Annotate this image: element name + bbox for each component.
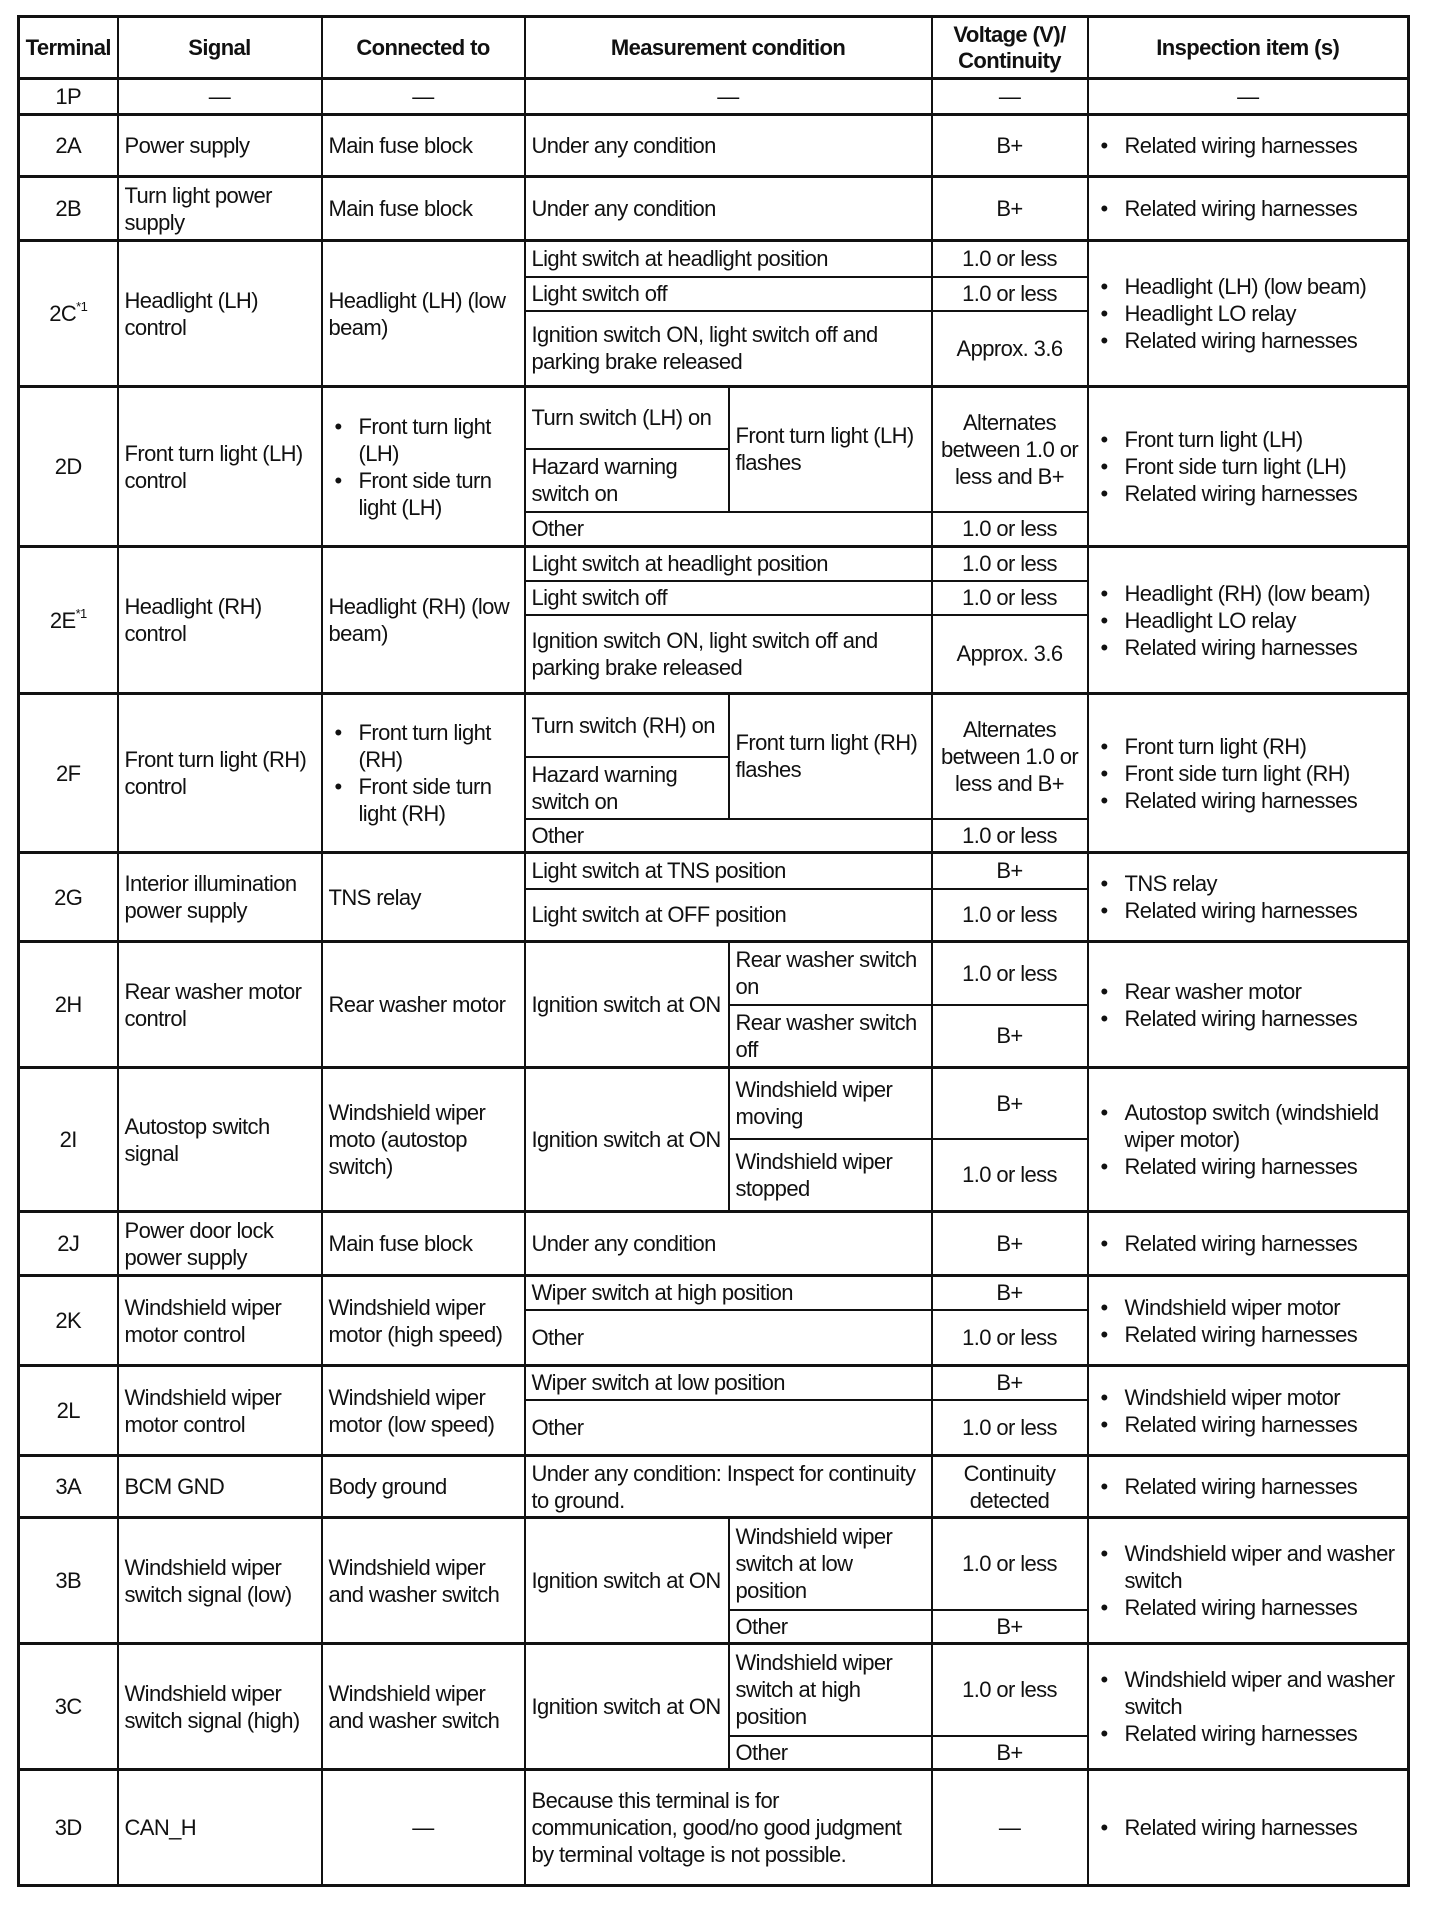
inspection-cell <box>1088 1456 1409 1518</box>
value-cell: 1.0 or less <box>932 1400 1088 1456</box>
value-cell: 1.0 or less <box>932 512 1088 547</box>
connected-cell: Main fuse block <box>322 115 525 177</box>
signal-cell: BCM GND <box>118 1456 322 1518</box>
condition-cell: — <box>525 79 932 115</box>
terminal-cell: 3C <box>19 1644 118 1770</box>
inspection-cell <box>1088 1366 1409 1456</box>
subcondition-cell: Other <box>729 1736 932 1770</box>
condition-cell: Light switch off <box>525 277 932 311</box>
condition-cell: Because this terminal is for communication, good/no good judgment by terminal voltage is not possible. <box>525 1770 932 1886</box>
value-cell: B+ <box>932 1212 1088 1276</box>
footnote-mark: *1 <box>75 605 87 621</box>
connected-item: • Front side turn light (RH) <box>329 773 518 827</box>
signal-cell: CAN_H <box>118 1770 322 1886</box>
value-cell: B+ <box>932 1005 1088 1068</box>
value-cell: 1.0 or less <box>932 547 1088 581</box>
value-cell: Approx. 3.6 <box>932 311 1088 387</box>
signal-cell: Autostop switch signal <box>118 1068 322 1212</box>
terminal-cell: 2B <box>19 177 118 241</box>
terminal-cell: 2H <box>19 942 118 1068</box>
inspection-item: • Related wiring harnesses <box>1095 897 1402 924</box>
signal-cell: Windshield wiper switch signal (high) <box>118 1644 322 1770</box>
connected-cell <box>322 694 525 853</box>
connected-item: • Front side turn light (LH) <box>329 467 518 521</box>
signal-cell: Front turn light (RH) control <box>118 694 322 853</box>
signal-cell: Headlight (LH) control <box>118 241 322 387</box>
table-row <box>19 387 1409 449</box>
table-row <box>19 177 1409 241</box>
terminal-cell: 2G <box>19 853 118 942</box>
condition-cell: Ignition switch at ON <box>525 1518 729 1644</box>
inspection-item: • Front turn light (LH) <box>1095 426 1402 453</box>
condition-cell: Other <box>525 1400 932 1456</box>
inspection-item: • Headlight LO relay <box>1095 300 1402 327</box>
connected-cell: Windshield wiper and washer switch <box>322 1644 525 1770</box>
connected-cell: Windshield wiper and washer switch <box>322 1518 525 1644</box>
inspection-item: • Front side turn light (LH) <box>1095 453 1402 480</box>
inspection-item: • Autostop switch (windshield wiper motor) <box>1095 1099 1402 1153</box>
condition-cell: Ignition switch at ON <box>525 1644 729 1770</box>
table-row <box>19 79 1409 115</box>
table-row <box>19 115 1409 177</box>
table-header-row <box>19 17 1409 79</box>
inspection-item: • Related wiring harnesses <box>1095 634 1402 661</box>
connected-cell: Headlight (LH) (low beam) <box>322 241 525 387</box>
value-cell: B+ <box>932 115 1088 177</box>
inspection-cell <box>1088 387 1409 547</box>
table-row <box>19 241 1409 277</box>
signal-cell: Windshield wiper motor control <box>118 1276 322 1366</box>
condition-cell: Hazard warning switch on <box>525 757 729 819</box>
signal-cell: Turn light power supply <box>118 177 322 241</box>
header-connected-to: Connected to <box>322 17 525 79</box>
subcondition-cell: Windshield wiper moving <box>729 1068 932 1139</box>
inspection-item: • Headlight (LH) (low beam) <box>1095 273 1402 300</box>
subcondition-cell: Rear washer switch off <box>729 1005 932 1068</box>
table-row <box>19 694 1409 757</box>
inspection-item: • Windshield wiper motor <box>1095 1384 1402 1411</box>
signal-cell: Front turn light (LH) control <box>118 387 322 547</box>
terminal-cell <box>19 547 118 694</box>
inspection-item: • Windshield wiper motor <box>1095 1294 1402 1321</box>
terminal-cell: 2L <box>19 1366 118 1456</box>
condition-cell: Wiper switch at low position <box>525 1366 932 1400</box>
value-cell: 1.0 or less <box>932 1644 1088 1736</box>
inspection-cell <box>1088 942 1409 1068</box>
value-cell: 1.0 or less <box>932 277 1088 311</box>
connected-cell: — <box>322 1770 525 1886</box>
condition-cell: Light switch at headlight position <box>525 241 932 277</box>
inspection-item: • Related wiring harnesses <box>1095 787 1402 814</box>
result-cell: Front turn light (LH) flashes <box>729 387 932 512</box>
inspection-cell <box>1088 177 1409 241</box>
terminal-cell: 2D <box>19 387 118 547</box>
signal-cell: Windshield wiper motor control <box>118 1366 322 1456</box>
inspection-item: • Related wiring harnesses <box>1095 1230 1402 1257</box>
condition-cell: Other <box>525 512 932 547</box>
inspection-cell <box>1088 241 1409 387</box>
table-row <box>19 1068 1409 1139</box>
table-row <box>19 1276 1409 1310</box>
value-cell: Alternates between 1.0 or less and B+ <box>932 694 1088 819</box>
condition-cell: Ignition switch at ON <box>525 942 729 1068</box>
connected-cell: Headlight (RH) (low beam) <box>322 547 525 694</box>
value-cell: 1.0 or less <box>932 241 1088 277</box>
footnote-mark: *1 <box>76 299 88 314</box>
value-cell: 1.0 or less <box>932 581 1088 615</box>
terminal-inspection-table <box>17 15 1410 1887</box>
subcondition-cell: Windshield wiper stopped <box>729 1139 932 1212</box>
value-cell: 1.0 or less <box>932 942 1088 1005</box>
inspection-item: • Front turn light (RH) <box>1095 733 1402 760</box>
inspection-cell <box>1088 1770 1409 1886</box>
value-cell: B+ <box>932 1276 1088 1310</box>
inspection-item: • Related wiring harnesses <box>1095 1411 1402 1438</box>
condition-cell: Hazard warning switch on <box>525 449 729 512</box>
terminal-label: 2E <box>49 607 76 633</box>
value-cell: B+ <box>932 1068 1088 1139</box>
terminal-cell: 2A <box>19 115 118 177</box>
signal-cell: Windshield wiper switch signal (low) <box>118 1518 322 1644</box>
table-row <box>19 942 1409 1005</box>
subcondition-cell: Windshield wiper switch at low position <box>729 1518 932 1610</box>
inspection-item: • Related wiring harnesses <box>1095 1814 1402 1841</box>
header-voltage: Voltage (V)/ Continuity <box>932 17 1088 79</box>
condition-cell: Ignition switch at ON <box>525 1068 729 1212</box>
signal-cell: Interior illumination power supply <box>118 853 322 942</box>
table-row <box>19 1644 1409 1736</box>
condition-cell: Under any condition <box>525 115 932 177</box>
condition-cell: Turn switch (RH) on <box>525 694 729 757</box>
header-terminal: Terminal <box>19 17 118 79</box>
signal-cell: Power supply <box>118 115 322 177</box>
inspection-item: • Related wiring harnesses <box>1095 132 1402 159</box>
result-cell: Front turn light (RH) flashes <box>729 694 932 819</box>
table-row <box>19 547 1409 581</box>
inspection-item: • Headlight LO relay <box>1095 607 1402 634</box>
terminal-cell: 3D <box>19 1770 118 1886</box>
condition-cell: Other <box>525 819 932 853</box>
connected-cell: Windshield wiper motor (low speed) <box>322 1366 525 1456</box>
value-cell: 1.0 or less <box>932 1310 1088 1366</box>
value-cell: 1.0 or less <box>932 819 1088 853</box>
signal-cell: Headlight (RH) control <box>118 547 322 694</box>
condition-cell: Ignition switch ON, light switch off and parking brake released <box>525 615 932 694</box>
connected-cell: — <box>322 79 525 115</box>
terminal-label: 2C <box>49 301 77 326</box>
inspection-cell <box>1088 1644 1409 1770</box>
condition-cell: Under any condition <box>525 177 932 241</box>
inspection-item: • Related wiring harnesses <box>1095 1473 1402 1500</box>
value-cell: B+ <box>932 1366 1088 1400</box>
inspection-item: • Windshield wiper and washer switch <box>1095 1666 1402 1720</box>
connected-cell <box>322 387 525 547</box>
signal-cell: — <box>118 79 322 115</box>
terminal-cell: 2I <box>19 1068 118 1212</box>
terminal-cell: 1P <box>19 79 118 115</box>
table-row <box>19 1212 1409 1276</box>
subcondition-cell: Rear washer switch on <box>729 942 932 1005</box>
value-cell: 1.0 or less <box>932 1518 1088 1610</box>
connected-cell: Main fuse block <box>322 1212 525 1276</box>
inspection-item: • Related wiring harnesses <box>1095 327 1402 354</box>
connected-cell: Body ground <box>322 1456 525 1518</box>
value-cell: 1.0 or less <box>932 889 1088 942</box>
inspection-item: • Windshield wiper and washer switch <box>1095 1540 1402 1594</box>
table-row <box>19 1770 1409 1886</box>
condition-cell: Light switch at OFF position <box>525 889 932 942</box>
inspection-item: • Front side turn light (RH) <box>1095 760 1402 787</box>
connected-cell: Windshield wiper motor (high speed) <box>322 1276 525 1366</box>
connected-item: • Front turn light (LH) <box>329 413 518 467</box>
subcondition-cell: Windshield wiper switch at high position <box>729 1644 932 1736</box>
condition-cell: Turn switch (LH) on <box>525 387 729 449</box>
value-cell: 1.0 or less <box>932 1139 1088 1212</box>
condition-cell: Light switch at headlight position <box>525 547 932 581</box>
connected-item: • Front turn light (RH) <box>329 719 518 773</box>
inspection-cell <box>1088 1276 1409 1366</box>
condition-cell: Light switch off <box>525 581 932 615</box>
condition-cell: Light switch at TNS position <box>525 853 932 889</box>
terminal-cell <box>19 241 118 387</box>
inspection-cell <box>1088 853 1409 942</box>
table-row <box>19 1366 1409 1400</box>
inspection-cell <box>1088 547 1409 694</box>
inspection-item: • Related wiring harnesses <box>1095 195 1402 222</box>
inspection-item: • TNS relay <box>1095 870 1402 897</box>
table-row <box>19 1518 1409 1610</box>
header-signal: Signal <box>118 17 322 79</box>
value-cell: — <box>932 1770 1088 1886</box>
condition-cell: Under any condition <box>525 1212 932 1276</box>
connected-cell: Main fuse block <box>322 177 525 241</box>
signal-cell: Rear washer motor control <box>118 942 322 1068</box>
inspection-item: • Related wiring harnesses <box>1095 1153 1402 1180</box>
table-row <box>19 853 1409 889</box>
connected-cell: Windshield wiper moto (autostop switch) <box>322 1068 525 1212</box>
inspection-item: • Rear washer motor <box>1095 978 1402 1005</box>
header-inspection: Inspection item (s) <box>1088 17 1409 79</box>
table-row <box>19 1456 1409 1518</box>
terminal-cell: 2F <box>19 694 118 853</box>
terminal-cell: 2K <box>19 1276 118 1366</box>
value-cell: Approx. 3.6 <box>932 615 1088 694</box>
inspection-item: • Related wiring harnesses <box>1095 1720 1402 1747</box>
terminal-cell: 3B <box>19 1518 118 1644</box>
inspection-cell <box>1088 1518 1409 1644</box>
inspection-item: • Related wiring harnesses <box>1095 1594 1402 1621</box>
inspection-cell <box>1088 694 1409 853</box>
value-cell: Alternates between 1.0 or less and B+ <box>932 387 1088 512</box>
connected-cell: TNS relay <box>322 853 525 942</box>
value-cell: B+ <box>932 853 1088 889</box>
inspection-cell <box>1088 115 1409 177</box>
inspection-cell <box>1088 1212 1409 1276</box>
inspection-cell: — <box>1088 79 1409 115</box>
subcondition-cell: Other <box>729 1610 932 1644</box>
inspection-item: • Related wiring harnesses <box>1095 1005 1402 1032</box>
header-measurement-condition: Measurement condition <box>525 17 932 79</box>
value-cell: Continuity detected <box>932 1456 1088 1518</box>
connected-cell: Rear washer motor <box>322 942 525 1068</box>
inspection-item: • Headlight (RH) (low beam) <box>1095 580 1402 607</box>
condition-cell: Wiper switch at high position <box>525 1276 932 1310</box>
inspection-cell <box>1088 1068 1409 1212</box>
condition-cell: Other <box>525 1310 932 1366</box>
inspection-item: • Related wiring harnesses <box>1095 1321 1402 1348</box>
condition-cell: Under any condition: Inspect for continuity to ground. <box>525 1456 932 1518</box>
inspection-item: • Related wiring harnesses <box>1095 480 1402 507</box>
value-cell: B+ <box>932 1610 1088 1644</box>
value-cell: — <box>932 79 1088 115</box>
terminal-cell: 2J <box>19 1212 118 1276</box>
value-cell: B+ <box>932 1736 1088 1770</box>
signal-cell: Power door lock power supply <box>118 1212 322 1276</box>
value-cell: B+ <box>932 177 1088 241</box>
condition-cell: Ignition switch ON, light switch off and parking brake released <box>525 311 932 387</box>
terminal-cell: 3A <box>19 1456 118 1518</box>
